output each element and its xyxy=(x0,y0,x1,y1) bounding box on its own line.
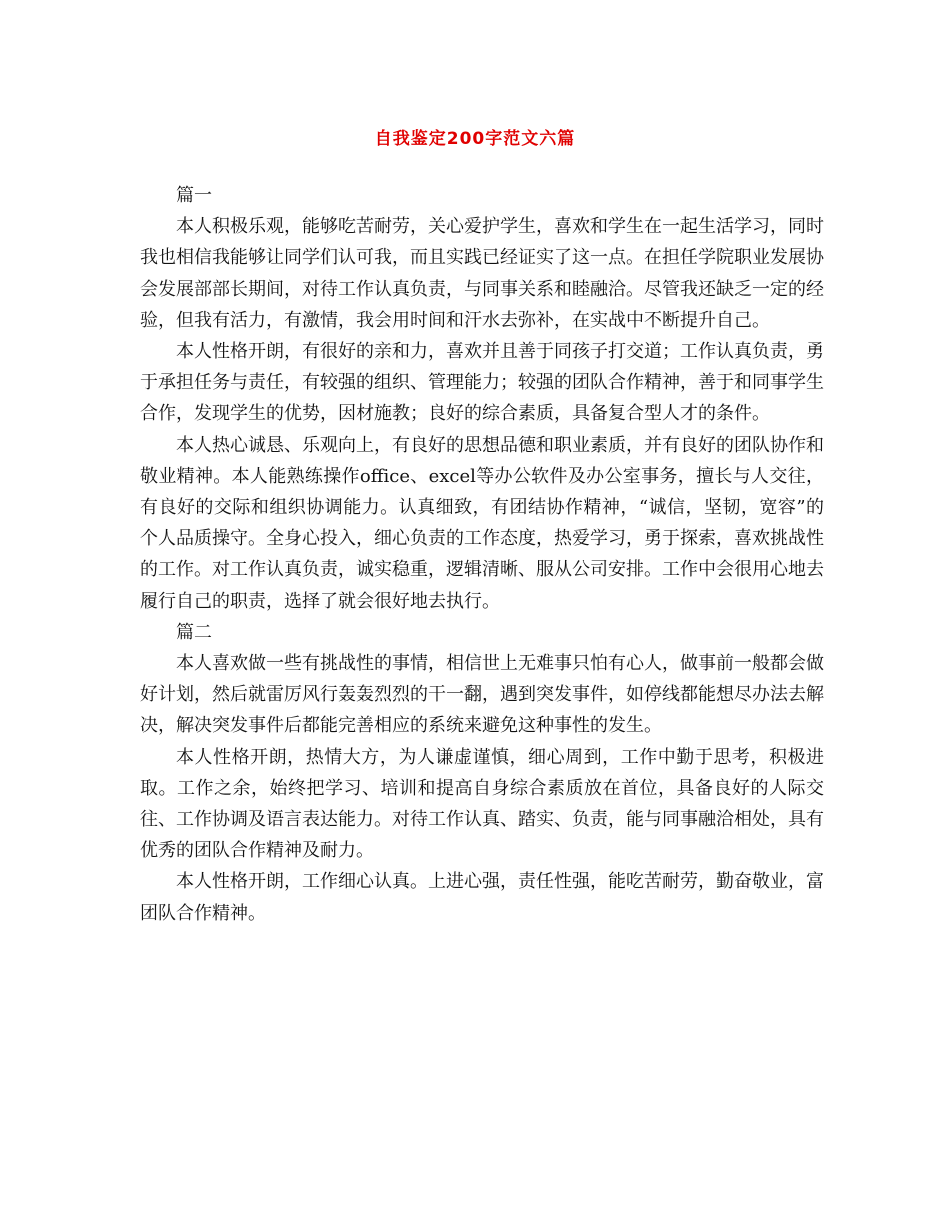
section-1 xyxy=(140,180,824,617)
paragraph: 本人积极乐观，能够吃苦耐劳，关心爱护学生，喜欢和学生在一起生活学习，同时我也相信我能够让同学们认可我，而且实践已经证实了这一点。在担任学院职业发展协会发展部部长期间，对待工作认真负责，与同事关系和睦融洽。尽管我还缺乏一定的经验，但我有活力，有激情，我会用时间和汗水去弥补，在实战中不断提升自己。 xyxy=(140,216,824,331)
section-heading: 篇二 xyxy=(176,621,212,643)
section-2 xyxy=(140,617,824,929)
paragraph: 本人性格开朗，热情大方，为人谦虚谨慎，细心周到，工作中勤于思考，积极进取。工作之余，始终把学习、培训和提高自身综合素质放在首位，具备良好的人际交往、工作协调及语言表达能力。对待工作认真、踏实、负责，能与同事融洽相处，具有优秀的团队合作精神及耐力。 xyxy=(140,746,824,862)
document-body xyxy=(140,180,824,929)
paragraph: 本人性格开朗，工作细心认真。上进心强，责任性强，能吃苦耐劳，勤奋敬业，富团队合作精神。 xyxy=(140,871,824,924)
paragraph: 本人喜欢做一些有挑战性的事情，相信世上无难事只怕有心人，做事前一般都会做好计划，然后就雷厉风行轰轰烈烈的干一翻，遇到突发事件，如停线都能想尽办法去解决，解决突发事件后都能完善相应的系统来避免这种事性的发生。 xyxy=(140,653,824,737)
paragraph: 本人热心诚恳、乐观向上，有良好的思想品德和职业素质，并有良好的团队协作和敬业精神。本人能熟练操作office、excel等办公软件及办公室事务，擅长与人交往，有良好的交际和组织协调能力。认真细致，有团结协作精神，“诚信，坚韧，宽容”的个人品质操守。全身心投入，细心负责的工作态度，热爱学习，勇于探索，喜欢挑战性的工作。对工作认真负责，诚实稳重，逻辑清晰、服从公司安排。工作中会很用心地去履行自己的职责，选择了就会很好地去执行。 xyxy=(140,434,824,612)
document-title: 自我鉴定200字范文六篇 xyxy=(374,129,576,149)
paragraph: 本人性格开朗，有很好的亲和力，喜欢并且善于同孩子打交道；工作认真负责，勇于承担任务与责任，有较强的组织、管理能力；较强的团队合作精神，善于和同事学生合作，发现学生的优势，因材施教；良好的综合素质，具备复合型人才的条件。 xyxy=(140,341,824,425)
section-heading: 篇一 xyxy=(176,185,212,206)
